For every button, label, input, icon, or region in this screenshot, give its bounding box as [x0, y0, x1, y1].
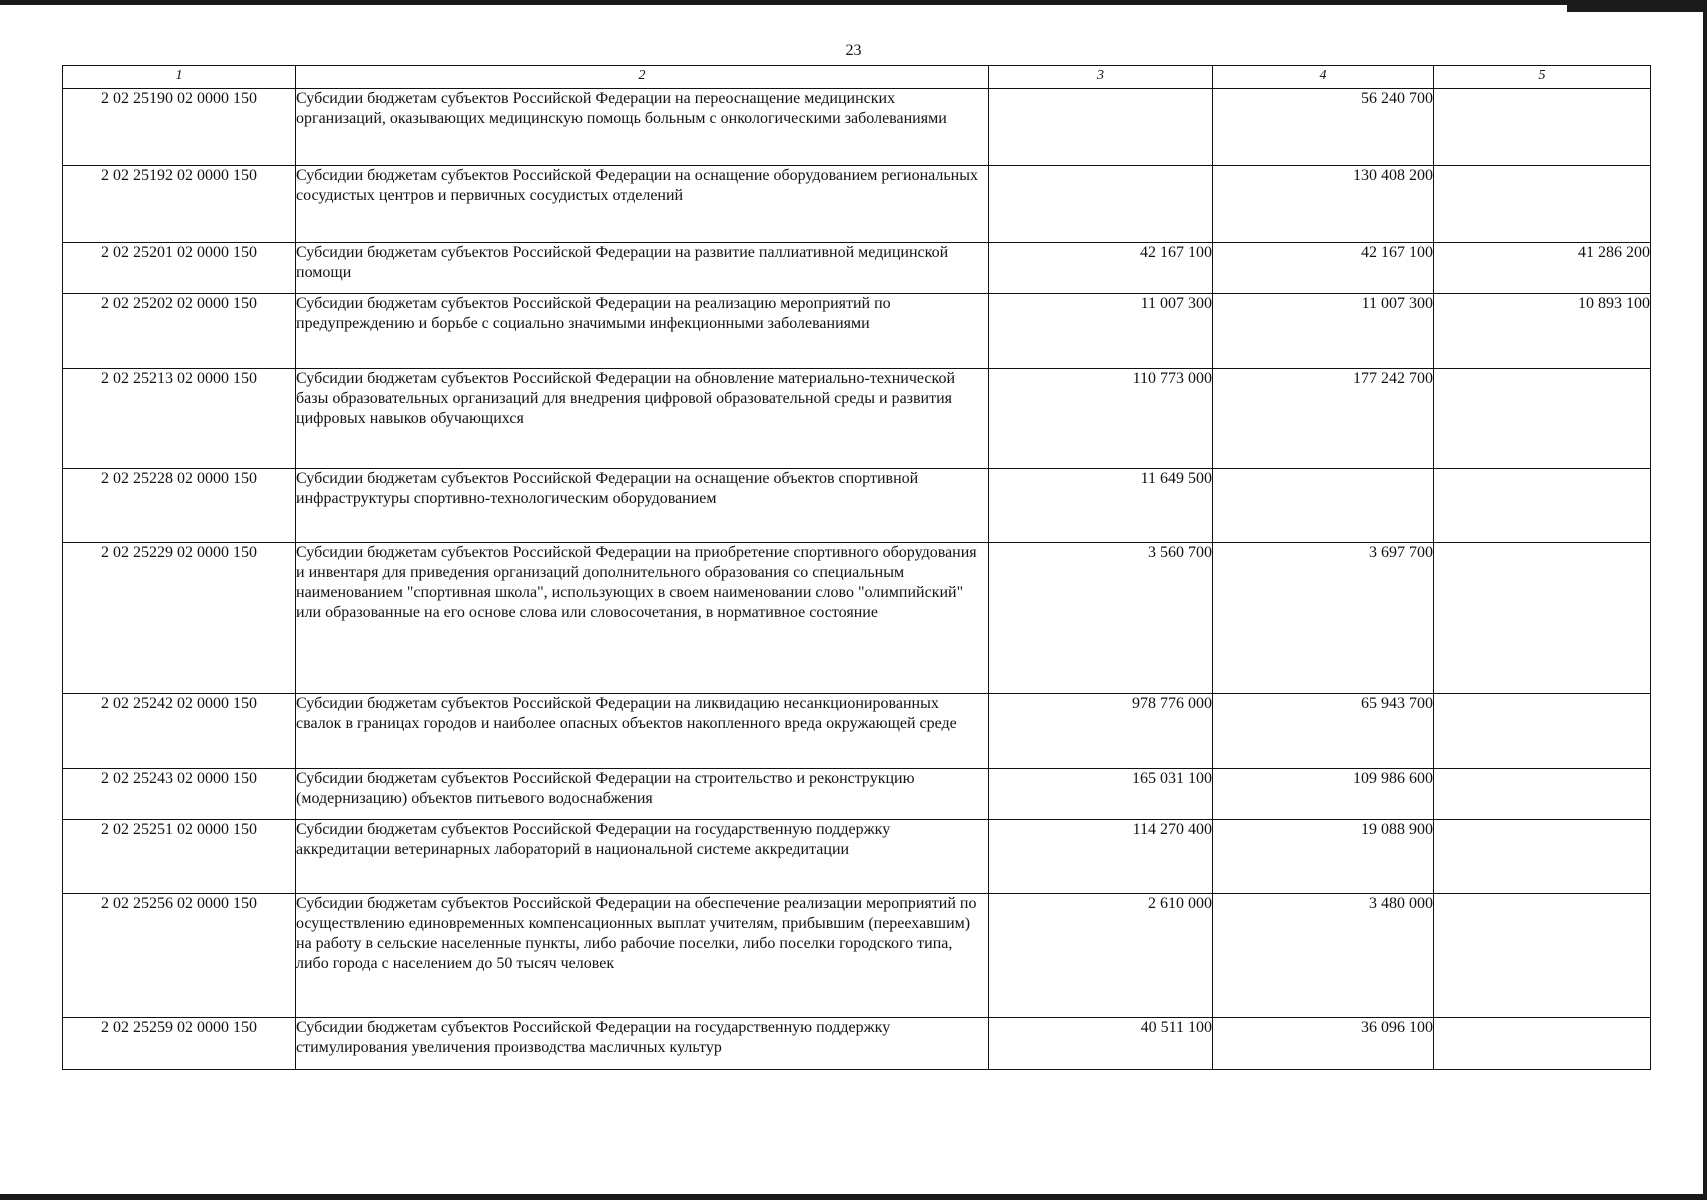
row-code: 2 02 25256 02 0000 150 — [63, 894, 296, 1018]
row-value-5 — [1434, 166, 1651, 243]
header-col-1: 1 — [63, 66, 296, 89]
row-description: Субсидии бюджетам субъектов Российской Федерации на обеспечение реализации мероприятий по осуществлению единовременных компенсационных выплат учителям, прибывшим (переехавшим) на работу в сельские населенные пункты, либо рабочие поселки, либо поселки городского типа, либо города с населением до 50 тысяч человек — [296, 894, 989, 1018]
scan-border-right — [1703, 0, 1707, 1200]
scan-border-top — [0, 0, 1707, 5]
row-value-4: 11 007 300 — [1213, 294, 1434, 369]
row-description: Субсидии бюджетам субъектов Российской Федерации на реализацию мероприятий по предупреждению и борьбе с социально значимыми инфекционными заболеваниями — [296, 294, 989, 369]
table-row — [63, 820, 1651, 894]
row-value-5 — [1434, 369, 1651, 469]
row-value-3: 3 560 700 — [989, 543, 1213, 694]
header-col-3: 3 — [989, 66, 1213, 89]
row-value-5 — [1434, 543, 1651, 694]
row-value-3 — [989, 166, 1213, 243]
row-code: 2 02 25242 02 0000 150 — [63, 694, 296, 769]
page-number: 23 — [845, 42, 862, 59]
row-description: Субсидии бюджетам субъектов Российской Федерации на переоснащение медицинских организаций, оказывающих медицинскую помощь больным с онкологическими заболеваниями — [296, 89, 989, 166]
table-row — [63, 369, 1651, 469]
row-code: 2 02 25251 02 0000 150 — [63, 820, 296, 894]
row-value-4: 36 096 100 — [1213, 1018, 1434, 1070]
table-row — [63, 243, 1651, 294]
row-value-4: 109 986 600 — [1213, 769, 1434, 820]
row-value-5 — [1434, 469, 1651, 543]
row-description: Субсидии бюджетам субъектов Российской Федерации на обновление материально-технической базы образовательных организаций для внедрения цифровой образовательной среды и развития цифровых навыков обучающихся — [296, 369, 989, 469]
row-value-3 — [989, 89, 1213, 166]
row-value-5 — [1434, 89, 1651, 166]
table-row — [63, 89, 1651, 166]
row-code: 2 02 25201 02 0000 150 — [63, 243, 296, 294]
row-value-5 — [1434, 894, 1651, 1018]
table-row — [63, 166, 1651, 243]
table-row — [63, 543, 1651, 694]
row-code: 2 02 25213 02 0000 150 — [63, 369, 296, 469]
table-row — [63, 694, 1651, 769]
row-value-5 — [1434, 1018, 1651, 1070]
scan-border-bottom — [0, 1194, 1707, 1200]
row-description: Субсидии бюджетам субъектов Российской Федерации на оснащение оборудованием региональных сосудистых центров и первичных сосудистых отделений — [296, 166, 989, 243]
row-code: 2 02 25192 02 0000 150 — [63, 166, 296, 243]
row-value-5 — [1434, 769, 1651, 820]
header-col-4: 4 — [1213, 66, 1434, 89]
row-description: Субсидии бюджетам субъектов Российской Федерации на государственную поддержку аккредитации ветеринарных лабораторий в национальной системе аккредитации — [296, 820, 989, 894]
table-row — [63, 469, 1651, 543]
row-value-5: 10 893 100 — [1434, 294, 1651, 369]
table-row — [63, 894, 1651, 1018]
row-description: Субсидии бюджетам субъектов Российской Федерации на приобретение спортивного оборудования и инвентаря для приведения организаций дополнительного образования со специальным наименованием "спортивная школа", использующих в своем наименовании слово "олимпийский" или образованные на его основе слова или словосочетания, в нормативное состояние — [296, 543, 989, 694]
row-description: Субсидии бюджетам субъектов Российской Федерации на государственную поддержку стимулирования увеличения производства масличных культур — [296, 1018, 989, 1070]
row-description: Субсидии бюджетам субъектов Российской Федерации на оснащение объектов спортивной инфраструктуры спортивно-технологическим оборудованием — [296, 469, 989, 543]
row-value-5 — [1434, 694, 1651, 769]
row-value-4: 42 167 100 — [1213, 243, 1434, 294]
row-value-4: 177 242 700 — [1213, 369, 1434, 469]
table-row — [63, 769, 1651, 820]
row-value-3: 2 610 000 — [989, 894, 1213, 1018]
row-value-3: 40 511 100 — [989, 1018, 1213, 1070]
row-value-4: 65 943 700 — [1213, 694, 1434, 769]
header-col-5: 5 — [1434, 66, 1651, 89]
row-code: 2 02 25202 02 0000 150 — [63, 294, 296, 369]
row-value-4: 56 240 700 — [1213, 89, 1434, 166]
row-code: 2 02 25243 02 0000 150 — [63, 769, 296, 820]
row-code: 2 02 25229 02 0000 150 — [63, 543, 296, 694]
row-value-4 — [1213, 469, 1434, 543]
row-value-3: 110 773 000 — [989, 369, 1213, 469]
row-value-3: 11 007 300 — [989, 294, 1213, 369]
row-description: Субсидии бюджетам субъектов Российской Федерации на строительство и реконструкцию (модернизацию) объектов питьевого водоснабжения — [296, 769, 989, 820]
header-row — [63, 66, 1651, 89]
row-code: 2 02 25228 02 0000 150 — [63, 469, 296, 543]
row-value-4: 3 697 700 — [1213, 543, 1434, 694]
row-value-4: 130 408 200 — [1213, 166, 1434, 243]
row-value-4: 3 480 000 — [1213, 894, 1434, 1018]
row-code: 2 02 25259 02 0000 150 — [63, 1018, 296, 1070]
row-value-4: 19 088 900 — [1213, 820, 1434, 894]
row-value-3: 978 776 000 — [989, 694, 1213, 769]
row-value-3: 42 167 100 — [989, 243, 1213, 294]
row-value-5: 41 286 200 — [1434, 243, 1651, 294]
row-description: Субсидии бюджетам субъектов Российской Федерации на развитие паллиативной медицинской помощи — [296, 243, 989, 294]
row-value-3: 165 031 100 — [989, 769, 1213, 820]
table-row — [63, 1018, 1651, 1070]
row-value-5 — [1434, 820, 1651, 894]
table-row — [63, 294, 1651, 369]
budget-table — [62, 65, 1651, 1070]
row-value-3: 114 270 400 — [989, 820, 1213, 894]
scan-border-top-right — [1567, 0, 1707, 12]
row-description: Субсидии бюджетам субъектов Российской Федерации на ликвидацию несанкционированных свалок в границах городов и наиболее опасных объектов накопленного вреда окружающей среде — [296, 694, 989, 769]
header-col-2: 2 — [296, 66, 989, 89]
row-code: 2 02 25190 02 0000 150 — [63, 89, 296, 166]
row-value-3: 11 649 500 — [989, 469, 1213, 543]
